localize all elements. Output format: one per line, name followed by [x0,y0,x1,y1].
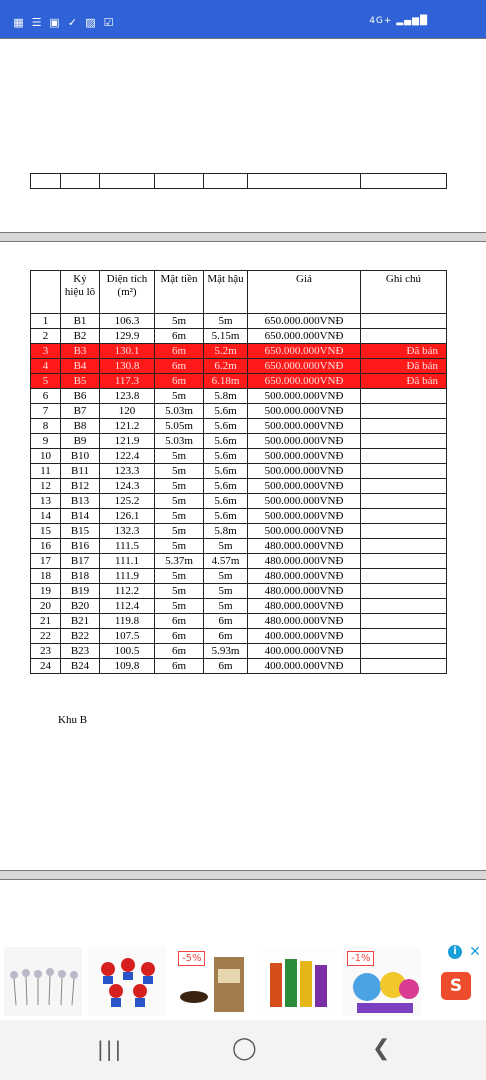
table-row [31,359,447,374]
rear-value: 5m [204,569,248,584]
price-value: 480.000.000VNĐ [248,569,361,584]
frontage-value: 6m [155,629,204,644]
lot-code: B19 [61,584,100,599]
price-value: 500.000.000VNĐ [248,389,361,404]
table-row [31,344,447,359]
area-value: 112.2 [100,584,155,599]
figures-image-icon [88,947,166,1016]
row-number: 21 [31,614,61,629]
row-number: 9 [31,434,61,449]
lot-code: B16 [61,539,100,554]
row-number: 2 [31,329,61,344]
picture-icon: ▨ [85,16,96,29]
ad-banner[interactable] [0,942,486,1020]
document-page-2 [0,241,486,871]
row-number: 6 [31,389,61,404]
frontage-value: 6m [155,644,204,659]
header-no [31,271,61,314]
discount-badge: -5% [178,951,205,966]
area-value: 122.4 [100,449,155,464]
table-row [31,329,447,344]
lot-code: B2 [61,329,100,344]
info-icon[interactable]: i [448,945,462,959]
row-number: 14 [31,509,61,524]
header-price: Giá [248,271,361,314]
frontage-value: 5m [155,599,204,614]
rear-value: 5.8m [204,389,248,404]
system-nav-bar [0,1020,486,1080]
checkbox-icon: ☑ [103,16,114,29]
close-icon[interactable]: ✕ [469,944,481,960]
area-value: 117.3 [100,374,155,389]
note-value [361,644,447,659]
area-value: 129.9 [100,329,155,344]
header-area: Diện tích (m²) [100,271,155,314]
signal-indicator [369,16,428,26]
rear-value: 6.18m [204,374,248,389]
rear-value: 5.6m [204,419,248,434]
rear-value: 6m [204,614,248,629]
table-row [31,629,447,644]
note-value [361,449,447,464]
row-number: 24 [31,659,61,674]
frontage-value: 5.37m [155,554,204,569]
rear-value: 4.57m [204,554,248,569]
rear-value: 5.6m [204,464,248,479]
area-value: 111.1 [100,554,155,569]
area-value: 107.5 [100,629,155,644]
row-number: 7 [31,404,61,419]
row-number: 12 [31,479,61,494]
chat-icon: ☰ [31,16,42,29]
recents-icon[interactable]: ||| [97,1037,124,1061]
lot-code: B6 [61,389,100,404]
note-value [361,599,447,614]
table-row [31,494,447,509]
row-number: 10 [31,449,61,464]
lot-code: B12 [61,479,100,494]
table-row [31,419,447,434]
note-value [361,314,447,329]
note-value: Đã bán [361,374,447,389]
row-number: 19 [31,584,61,599]
lot-code: B18 [61,569,100,584]
frontage-value: 6m [155,374,204,389]
lot-price-table [30,270,447,674]
note-value [361,629,447,644]
lot-code: B8 [61,419,100,434]
header-rear: Mặt hậu [204,271,248,314]
frontage-value: 5.05m [155,419,204,434]
price-value: 500.000.000VNĐ [248,434,361,449]
frontage-value: 6m [155,614,204,629]
area-value: 123.3 [100,464,155,479]
lot-code: B5 [61,374,100,389]
row-number: 15 [31,524,61,539]
area-value: 130.1 [100,344,155,359]
check-icon: ✓ [67,16,78,29]
notification-icons [12,16,115,29]
signal-icon: ▂▄▆█ [396,16,428,26]
area-value: 112.4 [100,599,155,614]
price-value: 500.000.000VNĐ [248,449,361,464]
note-value [361,389,447,404]
frontage-value: 5m [155,524,204,539]
note-value: Đã bán [361,344,447,359]
frontage-value: 5.03m [155,434,204,449]
lot-code: B1 [61,314,100,329]
price-value: 500.000.000VNĐ [248,479,361,494]
rear-value: 5.6m [204,479,248,494]
rear-value: 5.6m [204,434,248,449]
frontage-value: 5m [155,449,204,464]
note-value [361,434,447,449]
table-row [31,374,447,389]
note-value [361,419,447,434]
price-value: 400.000.000VNĐ [248,629,361,644]
lot-code: B21 [61,614,100,629]
row-number: 16 [31,539,61,554]
rear-value: 5.6m [204,449,248,464]
rear-value: 5.15m [204,329,248,344]
drinks-image-icon [258,947,336,1016]
rear-value: 5m [204,584,248,599]
row-number: 8 [31,419,61,434]
price-value: 500.000.000VNĐ [248,509,361,524]
lot-code: B13 [61,494,100,509]
ad-product-figures[interactable] [88,947,166,1016]
header-frontage: Mặt tiền [155,271,204,314]
table-row [31,389,447,404]
price-value: 500.000.000VNĐ [248,494,361,509]
shopee-icon[interactable]: S [441,972,471,1000]
lot-code: B15 [61,524,100,539]
rear-value: 5.6m [204,494,248,509]
lot-code: B9 [61,434,100,449]
frontage-value: 5.03m [155,404,204,419]
frontage-value: 6m [155,359,204,374]
frontage-value: 5m [155,569,204,584]
area-value: 106.3 [100,314,155,329]
row-number: 1 [31,314,61,329]
price-value: 480.000.000VNĐ [248,599,361,614]
lot-code: B14 [61,509,100,524]
area-value: 132.3 [100,524,155,539]
price-value: 500.000.000VNĐ [248,404,361,419]
area-value: 111.9 [100,569,155,584]
lot-code: B7 [61,404,100,419]
lot-code: B17 [61,554,100,569]
table-row [31,614,447,629]
price-value: 480.000.000VNĐ [248,584,361,599]
back-icon[interactable]: ❮ [372,1036,391,1061]
table-row [31,434,447,449]
rear-value: 5.6m [204,509,248,524]
area-value: 100.5 [100,644,155,659]
price-value: 650.000.000VNĐ [248,329,361,344]
price-value: 400.000.000VNĐ [248,644,361,659]
price-value: 480.000.000VNĐ [248,554,361,569]
rear-value: 6m [204,659,248,674]
section-caption: Khu B [58,714,88,726]
frontage-value: 6m [155,329,204,344]
price-value: 480.000.000VNĐ [248,614,361,629]
table-row [31,644,447,659]
row-number: 18 [31,569,61,584]
table-row [31,659,447,674]
row-number: 4 [31,359,61,374]
rear-value: 5.93m [204,644,248,659]
area-value: 130.8 [100,359,155,374]
row-number: 20 [31,599,61,614]
frontage-value: 5m [155,494,204,509]
frontage-value: 5m [155,479,204,494]
ad-product-drinks[interactable] [258,947,336,1016]
home-icon[interactable]: ◯ [232,1036,257,1061]
table-row [31,599,447,614]
note-value: Đã bán [361,359,447,374]
price-value: 650.000.000VNĐ [248,359,361,374]
rear-value: 6m [204,629,248,644]
lot-code: B20 [61,599,100,614]
document-page-3 [0,879,486,951]
note-value [361,479,447,494]
table-row [31,539,447,554]
area-value: 121.2 [100,419,155,434]
area-value: 120 [100,404,155,419]
table-row [31,449,447,464]
lot-code: B24 [61,659,100,674]
table-row [31,479,447,494]
note-value [361,659,447,674]
price-value: 650.000.000VNĐ [248,374,361,389]
rear-value: 5.8m [204,524,248,539]
table-row [31,569,447,584]
document-page-1 [0,38,486,233]
rear-value: 6.2m [204,359,248,374]
note-value [361,614,447,629]
lot-code: B23 [61,644,100,659]
row-number: 17 [31,554,61,569]
table-row [31,404,447,419]
header-note: Ghi chú [361,271,447,314]
discount-badge: -1% [347,951,374,966]
row-number: 3 [31,344,61,359]
frontage-value: 6m [155,659,204,674]
row-number: 13 [31,494,61,509]
note-value [361,509,447,524]
empty-table-row [30,173,447,189]
table-row [31,509,447,524]
header-lot-code: Ký hiệu lô [61,271,100,314]
price-value: 400.000.000VNĐ [248,659,361,674]
area-value: 125.2 [100,494,155,509]
area-value: 123.8 [100,389,155,404]
price-value: 650.000.000VNĐ [248,314,361,329]
image-icon: ▦ [13,16,24,29]
table-row [31,464,447,479]
lot-code: B4 [61,359,100,374]
network-type: 4G+ [369,16,393,26]
note-value [361,329,447,344]
area-value: 124.3 [100,479,155,494]
price-value: 500.000.000VNĐ [248,524,361,539]
frontage-value: 5m [155,464,204,479]
rear-value: 5m [204,599,248,614]
note-value [361,539,447,554]
area-value: 126.1 [100,509,155,524]
note-value [361,494,447,509]
status-bar [0,0,486,38]
ad-product-toys[interactable] [343,947,421,1016]
calendar-icon: ▣ [49,16,60,29]
note-value [361,554,447,569]
frontage-value: 5m [155,314,204,329]
frontage-value: 5m [155,584,204,599]
table-row [31,584,447,599]
frontage-value: 5m [155,509,204,524]
lot-code: B3 [61,344,100,359]
price-value: 500.000.000VNĐ [248,419,361,434]
table-header-row [31,271,447,314]
lot-code: B10 [61,449,100,464]
area-value: 111.5 [100,539,155,554]
note-value [361,569,447,584]
frontage-value: 5m [155,539,204,554]
ad-product-pins[interactable] [4,947,82,1016]
row-number: 5 [31,374,61,389]
note-value [361,404,447,419]
note-value [361,464,447,479]
rear-value: 5m [204,539,248,554]
area-value: 121.9 [100,434,155,449]
row-number: 22 [31,629,61,644]
ad-product-coffee[interactable] [174,947,252,1016]
row-number: 11 [31,464,61,479]
price-value: 480.000.000VNĐ [248,539,361,554]
lot-code: B11 [61,464,100,479]
rear-value: 5m [204,314,248,329]
area-value: 119.8 [100,614,155,629]
area-value: 109.8 [100,659,155,674]
note-value [361,524,447,539]
table-row [31,314,447,329]
rear-value: 5.6m [204,404,248,419]
frontage-value: 5m [155,389,204,404]
price-value: 650.000.000VNĐ [248,344,361,359]
lot-code: B22 [61,629,100,644]
pins-image-icon [4,947,82,1016]
table-row [31,524,447,539]
frontage-value: 6m [155,344,204,359]
table-row [31,554,447,569]
note-value [361,584,447,599]
row-number: 23 [31,644,61,659]
price-value: 500.000.000VNĐ [248,464,361,479]
rear-value: 5.2m [204,344,248,359]
